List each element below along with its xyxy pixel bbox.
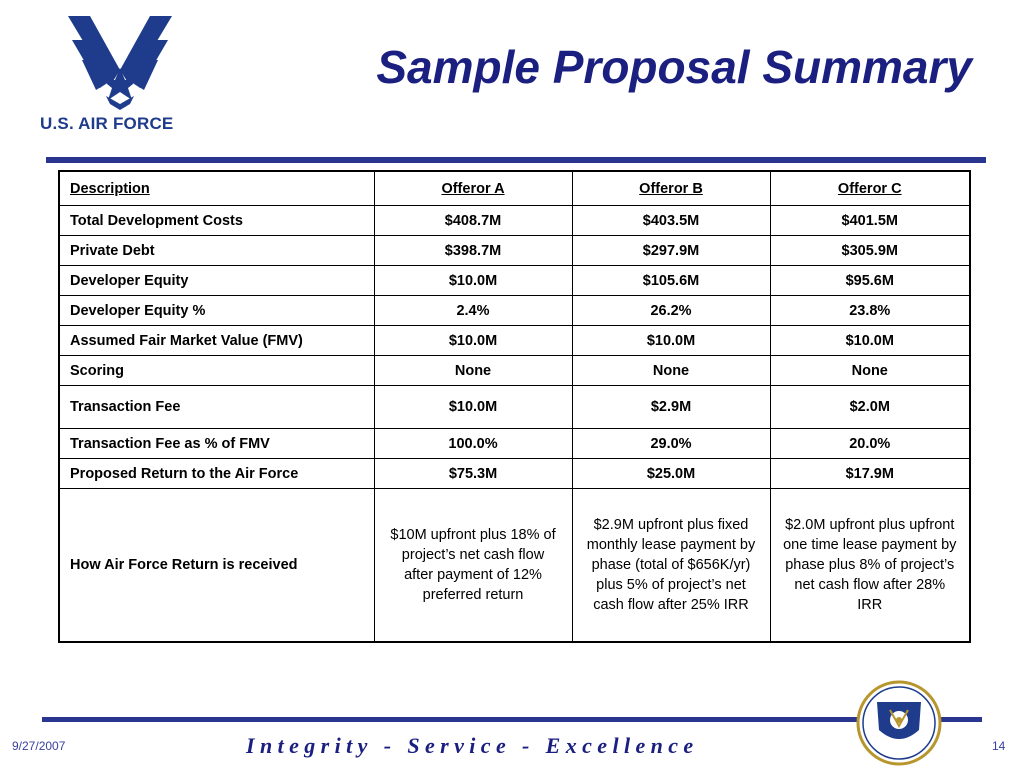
- row-label: Proposed Return to the Air Force: [59, 459, 374, 489]
- table-row: [59, 356, 970, 386]
- table-cell: $305.9M: [770, 236, 970, 266]
- row-label: How Air Force Return is received: [59, 489, 374, 643]
- logo-wordmark: U.S. AIR FORCE: [40, 114, 174, 133]
- table-row: [59, 489, 970, 643]
- table-row: [59, 326, 970, 356]
- row-label: Assumed Fair Market Value (FMV): [59, 326, 374, 356]
- column-header: Offeror A: [374, 171, 572, 206]
- table-cell: $2.9M upfront plus fixed monthly lease payment by phase (total of $656K/yr) plus 5% of project’s net cash flow after 25% IRR: [572, 489, 770, 643]
- table-row: [59, 386, 970, 429]
- table-cell: $10M upfront plus 18% of project’s net cash flow after payment of 12% preferred return: [374, 489, 572, 643]
- footer-date: 9/27/2007: [12, 739, 66, 753]
- page-title: Sample Proposal Summary: [376, 41, 972, 93]
- row-label: Private Debt: [59, 236, 374, 266]
- table-row: [59, 236, 970, 266]
- row-label: Scoring: [59, 356, 374, 386]
- column-header: Offeror C: [770, 171, 970, 206]
- table-cell: $95.6M: [770, 266, 970, 296]
- table-cell: 29.0%: [572, 429, 770, 459]
- table-cell: $10.0M: [374, 266, 572, 296]
- table-cell: $2.9M: [572, 386, 770, 429]
- table-cell: $25.0M: [572, 459, 770, 489]
- table-cell: $10.0M: [572, 326, 770, 356]
- table-cell: $403.5M: [572, 206, 770, 236]
- table-header-row: [59, 171, 970, 206]
- command-seal-icon: [856, 680, 942, 766]
- table-cell: 26.2%: [572, 296, 770, 326]
- table-cell: None: [770, 356, 970, 386]
- table-row: [59, 296, 970, 326]
- footer-divider: [42, 717, 982, 722]
- row-label: Transaction Fee as % of FMV: [59, 429, 374, 459]
- table-cell: 23.8%: [770, 296, 970, 326]
- table-cell: $10.0M: [374, 326, 572, 356]
- column-header: Description: [59, 171, 374, 206]
- table-cell: $17.9M: [770, 459, 970, 489]
- table-cell: 20.0%: [770, 429, 970, 459]
- row-label: Total Development Costs: [59, 206, 374, 236]
- table-cell: $297.9M: [572, 236, 770, 266]
- row-label: Developer Equity: [59, 266, 374, 296]
- column-header: Offeror B: [572, 171, 770, 206]
- table-cell: $408.7M: [374, 206, 572, 236]
- row-label: Transaction Fee: [59, 386, 374, 429]
- table-cell: None: [374, 356, 572, 386]
- table-row: [59, 206, 970, 236]
- page-number: 14: [992, 739, 1006, 753]
- header-divider: [46, 157, 986, 163]
- table-cell: $10.0M: [770, 326, 970, 356]
- table-cell: $10.0M: [374, 386, 572, 429]
- table-cell: None: [572, 356, 770, 386]
- table-cell: $401.5M: [770, 206, 970, 236]
- proposal-summary-table: [58, 170, 971, 643]
- table-cell: $75.3M: [374, 459, 572, 489]
- table-cell: 100.0%: [374, 429, 572, 459]
- row-label: Developer Equity %: [59, 296, 374, 326]
- table-cell: $105.6M: [572, 266, 770, 296]
- table-row: [59, 429, 970, 459]
- footer-motto: Integrity - Service - Excellence: [246, 733, 699, 758]
- table-cell: $2.0M upfront plus upfront one time lease payment by phase plus 8% of project’s net cash flow after 28% IRR: [770, 489, 970, 643]
- table-row: [59, 459, 970, 489]
- table-cell: $2.0M: [770, 386, 970, 429]
- table-row: [59, 266, 970, 296]
- table-cell: 2.4%: [374, 296, 572, 326]
- table-cell: $398.7M: [374, 236, 572, 266]
